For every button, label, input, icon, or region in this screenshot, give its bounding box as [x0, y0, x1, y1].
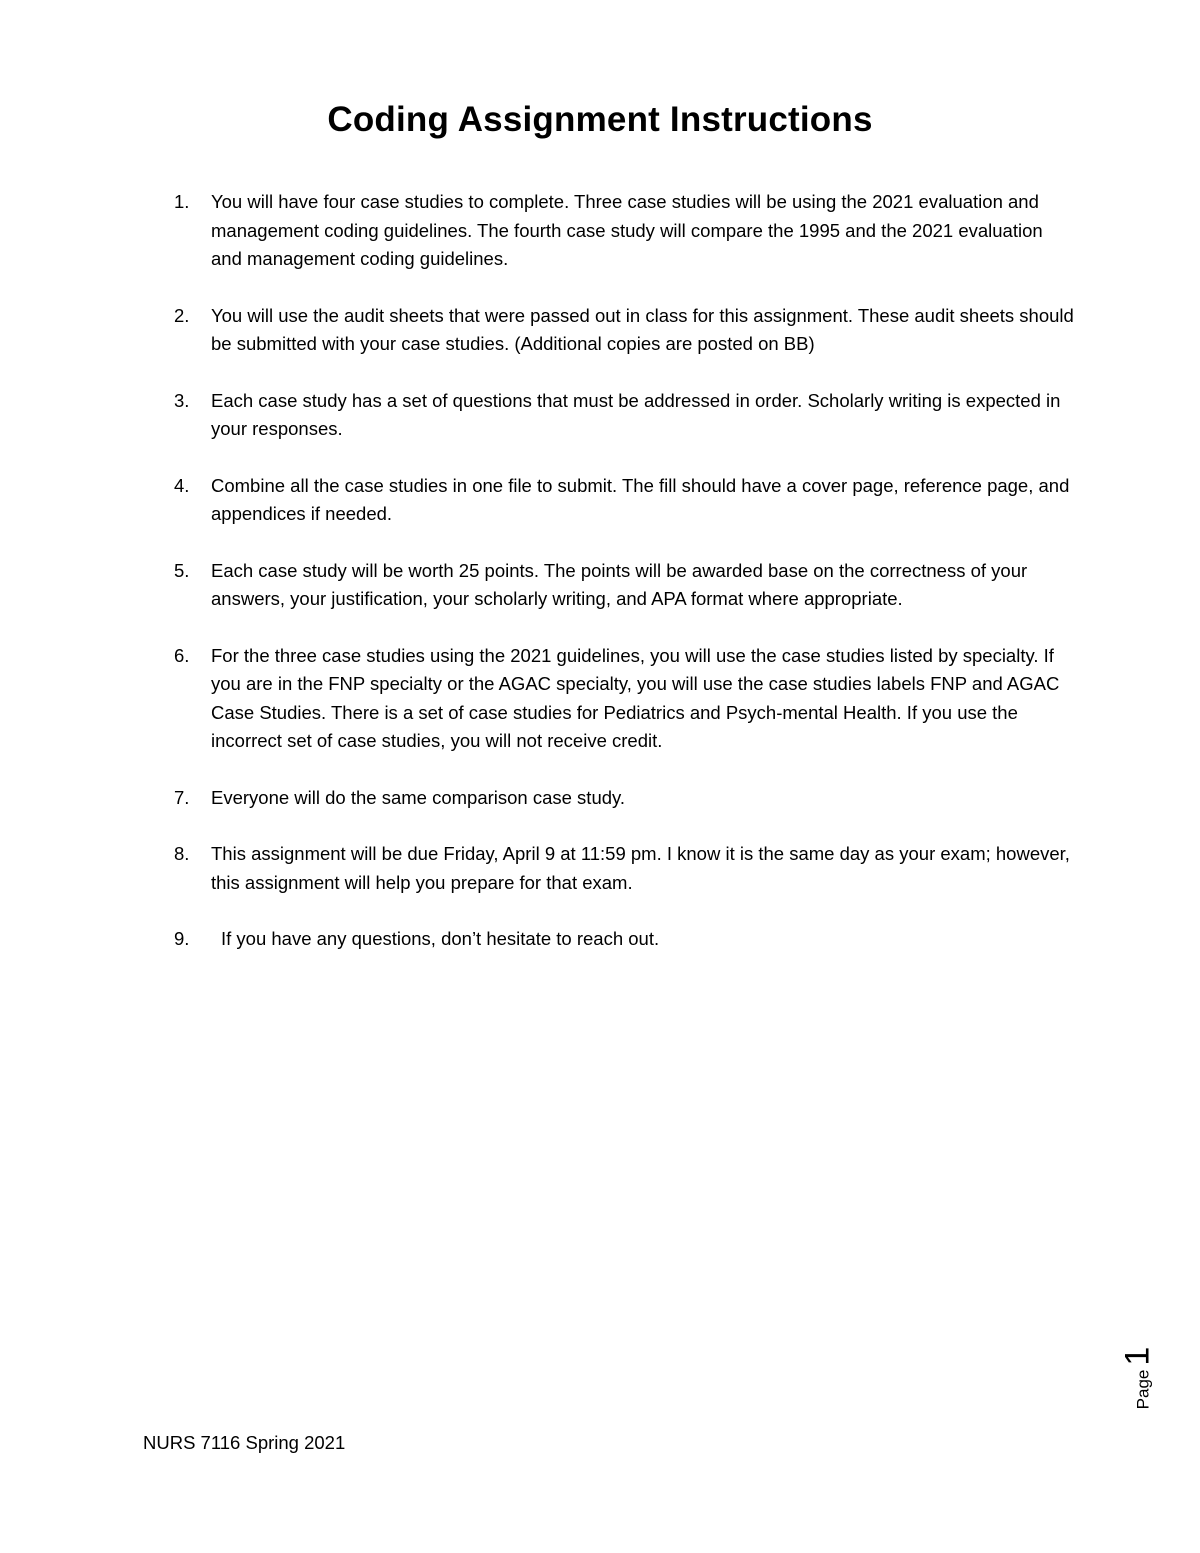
list-item-number: 3.	[174, 389, 190, 411]
list-item-text: Combine all the case studies in one file to submit. The fill should have a cover page, reference page, and appendices if needed.	[211, 474, 1070, 524]
list-item-number: 7.	[174, 786, 190, 808]
page-footer: NURS 7116 Spring 2021	[143, 1432, 346, 1453]
list-item-text: This assignment will be due Friday, April 9 at 11:59 pm. I know it is the same day as your exam; however, this assignment will help you prepare for that exam.	[211, 843, 1070, 893]
list-item	[174, 784, 1074, 813]
list-item	[174, 472, 1074, 529]
instruction-list	[174, 188, 1074, 982]
list-item	[174, 302, 1074, 359]
list-item-text: If you have any questions, don’t hesitate to reach out.	[221, 928, 660, 949]
list-item-number: 4.	[174, 474, 190, 496]
list-item	[174, 840, 1074, 897]
page-number-label: Page	[1133, 1369, 1153, 1410]
list-item-number: 1.	[174, 191, 190, 212]
document-title: Coding Assignment Instructions	[327, 100, 873, 139]
list-item-number: 5.	[174, 559, 190, 581]
list-item	[174, 188, 1074, 274]
list-item-text: You will use the audit sheets that were passed out in class for this assignment. These audit sheets should be submitted with your case studies. (Additional copies are posted on BB)	[211, 304, 1074, 354]
page-number-value: 1	[1118, 1346, 1157, 1366]
list-item-text: Each case study will be worth 25 points. The points will be awarded base on the correctness of your answers, your justification, your scholarly writing, and APA format where appropriate.	[211, 559, 1028, 609]
list-item-number: 9.	[174, 928, 190, 949]
list-item-text: For the three case studies using the 2021 guidelines, you will use the case studies listed by specialty. If you are in the FNP specialty or the AGAC specialty, you will use the case studies labels FNP and AGAC Case Studies. There is a set of case studies for Pediatrics and Psych-mental Health. If you use the incorrect set of case studies, you will not receive credit.	[211, 644, 1060, 751]
list-item	[174, 557, 1074, 614]
list-item	[174, 925, 1074, 954]
list-item-text: Everyone will do the same comparison case study.	[211, 786, 626, 808]
list-item	[174, 642, 1074, 756]
list-item-number: 8.	[174, 843, 190, 864]
list-item-text: Each case study has a set of questions that must be addressed in order. Scholarly writing is expected in your responses.	[211, 389, 1061, 439]
list-item	[174, 387, 1074, 444]
list-item-number: 6.	[174, 644, 190, 666]
list-item-text: You will have four case studies to complete. Three case studies will be using the 2021 evaluation and management coding guidelines. The fourth case study will compare the 1995 and the 2021 evaluation and management coding guidelines.	[211, 191, 1043, 269]
list-item-number: 2.	[174, 304, 190, 326]
page-number	[1119, 1347, 1158, 1410]
